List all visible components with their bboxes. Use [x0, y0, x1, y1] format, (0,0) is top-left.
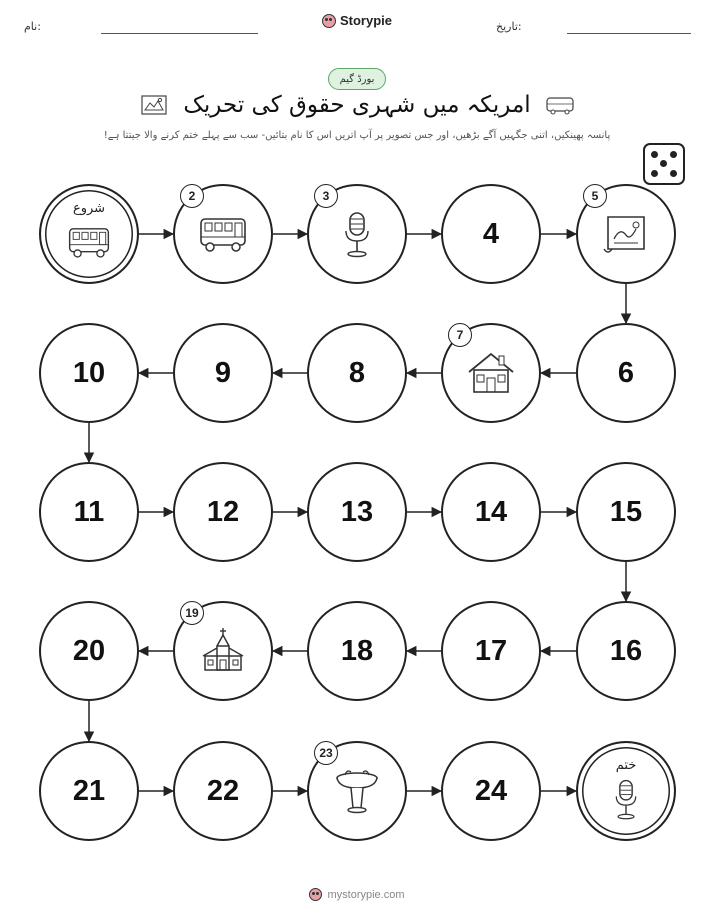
- space-number: 24: [474, 774, 508, 807]
- space-7[interactable]: [441, 323, 541, 423]
- space-14[interactable]: [441, 462, 541, 562]
- date-label: تاریخ:: [496, 20, 522, 33]
- bus-icon: [195, 209, 251, 259]
- space-number: 14: [474, 495, 508, 528]
- space-24[interactable]: [441, 741, 541, 841]
- church-icon: [195, 626, 251, 676]
- space-15[interactable]: [576, 462, 676, 562]
- instructions: پانسہ پھینکیں، اتنی جگہیں آگے بڑھیں، اور جس تصویر پر آپ اتریں اس کا نام بتائیں- سب سے پہلے ختم کرنے والا جیتتا ہے!: [103, 130, 611, 141]
- mascot-icon: [309, 888, 322, 901]
- space-label: شروع: [72, 201, 106, 216]
- house-icon: [463, 348, 519, 398]
- space-number: 4: [482, 217, 500, 250]
- space-number-badge: 7: [448, 323, 472, 347]
- bus-icon: [63, 220, 115, 264]
- page-title: امریکہ میں شہری حقوق کی تحریک: [183, 92, 531, 118]
- space-number: 6: [617, 356, 635, 389]
- brand-name: Storypie: [339, 13, 392, 28]
- space-12[interactable]: [173, 462, 273, 562]
- space-label: ختم: [615, 758, 637, 773]
- space-number: 13: [340, 495, 374, 528]
- space-5[interactable]: [576, 184, 676, 284]
- space-number-badge: 19: [180, 601, 204, 625]
- space-number: 9: [214, 356, 232, 389]
- space-10[interactable]: [39, 323, 139, 423]
- poster-icon: [598, 209, 654, 259]
- water-fountain-icon: [329, 766, 385, 816]
- space-6[interactable]: [576, 323, 676, 423]
- space-number: 12: [206, 495, 240, 528]
- space-start[interactable]: [39, 184, 139, 284]
- space-19[interactable]: [173, 601, 273, 701]
- footer-site: mystorypie.com: [327, 888, 405, 901]
- name-label: نام:: [24, 20, 41, 33]
- space-number-badge: 23: [314, 741, 338, 765]
- board-game-badge: بورڈ گیم: [328, 68, 386, 90]
- space-4[interactable]: [441, 184, 541, 284]
- microphone-icon: [600, 777, 652, 821]
- space-number: 11: [73, 495, 105, 528]
- space-number: 22: [206, 774, 240, 807]
- space-9[interactable]: [173, 323, 273, 423]
- space-18[interactable]: [307, 601, 407, 701]
- space-17[interactable]: [441, 601, 541, 701]
- space-13[interactable]: [307, 462, 407, 562]
- space-number: 17: [474, 634, 508, 667]
- space-3[interactable]: [307, 184, 407, 284]
- space-23[interactable]: [307, 741, 407, 841]
- space-number: 15: [609, 495, 643, 528]
- space-number: 18: [340, 634, 374, 667]
- footer: [0, 888, 714, 901]
- space-16[interactable]: [576, 601, 676, 701]
- space-number: 16: [609, 634, 643, 667]
- space-finish[interactable]: [576, 741, 676, 841]
- space-2[interactable]: [173, 184, 273, 284]
- space-11[interactable]: [39, 462, 139, 562]
- space-number: 8: [348, 356, 366, 389]
- space-22[interactable]: [173, 741, 273, 841]
- space-number-badge: 2: [180, 184, 204, 208]
- space-number-badge: 5: [583, 184, 607, 208]
- space-8[interactable]: [307, 323, 407, 423]
- space-number: 10: [72, 356, 106, 389]
- space-21[interactable]: [39, 741, 139, 841]
- space-20[interactable]: [39, 601, 139, 701]
- space-number: 21: [72, 774, 106, 807]
- space-number-badge: 3: [314, 184, 338, 208]
- space-number: 20: [72, 634, 106, 667]
- microphone-icon: [329, 209, 385, 259]
